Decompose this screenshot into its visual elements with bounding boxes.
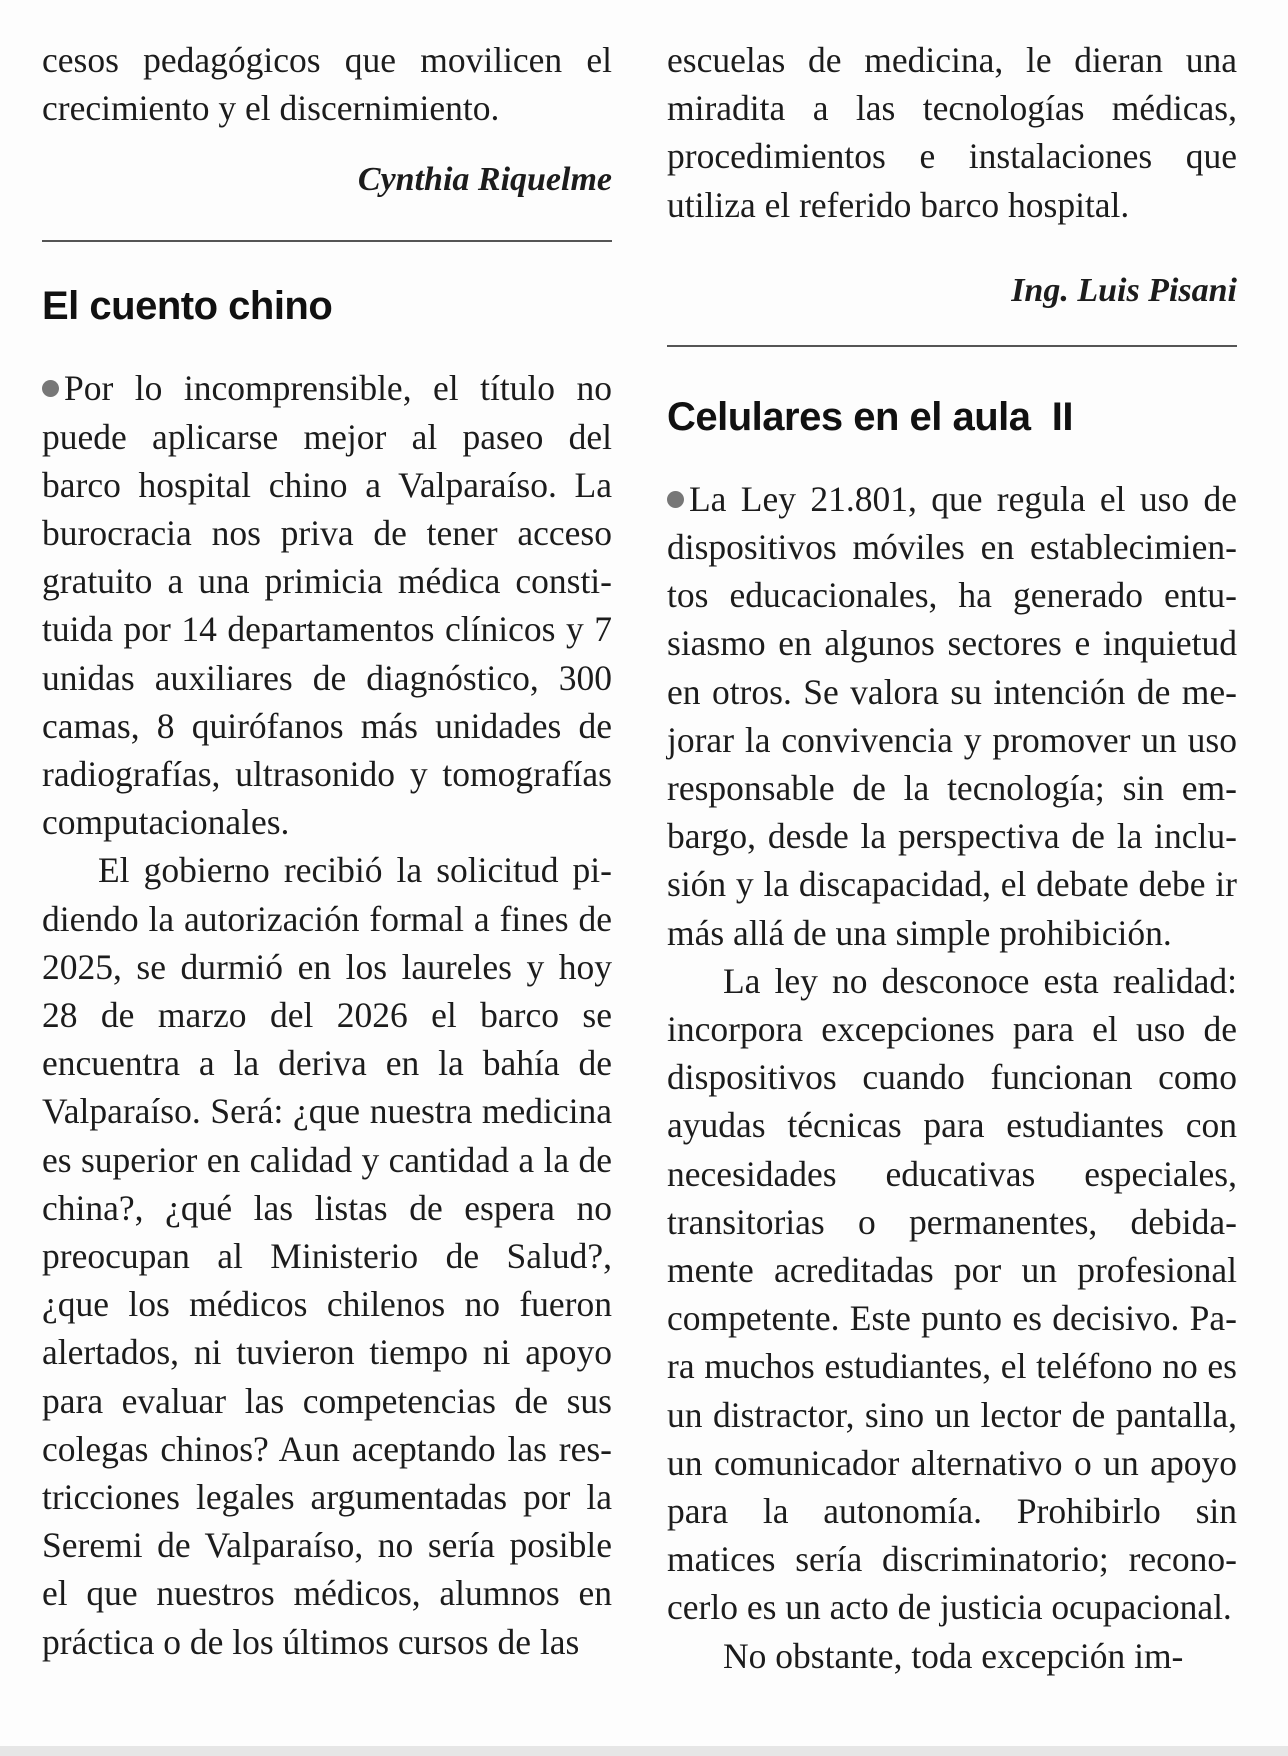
paragraph-text: La Ley 21.801, que regula el uso de dispositivos móviles en establecimientos educacionales, ha generado entusiasmo en algunos sectores e inquietud en otros. Se valora su intención de mejorar la convivencia y promover un uso responsable de la tecnología; sin embargo, desde la perspectiva de la inclusión y la discapacidad, el debate debe ir más allá de una simple prohibición. (667, 478, 1237, 953)
right-continuation-text (667, 36, 1237, 229)
article-paragraph (42, 364, 612, 846)
article-paragraph: La ley no desconoce esta realidad: incorpora excepciones para el uso de dispositivos cuando funcionan como ayudas técnicas para estudiantes con necesidades educativas especiales, transitorias o permanentes, debidamente acreditadas por un profesional competente. Este punto es decisivo. Para muchos estudiantes, el teléfono no es un distractor, sino un lector de pantalla, un comunicador alternativo o un apoyo para la autonomía. Prohibirlo sin matices sería discriminatorio; reconocerlo es un acto de justicia ocupacional. (667, 960, 1237, 1628)
article-paragraph: No obstante, toda excepción im- (723, 1635, 1184, 1676)
signature-cynthia-riquelme: Cynthia Riquelme (357, 161, 612, 199)
paragraph-text: Por lo incomprensible, el título no puede aplicarse mejor al paseo del barco hospital chino a Valparaíso. La burocracia nos priva de tener acceso gratuito a una primicia médica constituida por 14 departamentos clínicos y 7 unidas auxiliares de diagnóstico, 300 camas, 8 quirófanos más unidades de radiografías, ultrasonido y tomografías computacionales. (42, 368, 612, 843)
left-continuation-paragraph: cesos pedagógicos que movilicen el crecimiento y el discernimiento. (42, 40, 612, 129)
right-continuation-paragraph: escuelas de medicina, le dieran una miradita a las tecnologías médicas, procedimientos e instalaciones que utiliza el referido barco hospital. (667, 40, 1237, 225)
article-title-cuento-chino: El cuento chino (42, 284, 333, 329)
article-body-cuento-chino (42, 364, 612, 1665)
left-column (42, 36, 612, 1666)
article-body-celulares (667, 475, 1237, 1680)
right-column (667, 36, 1237, 1680)
bullet-dot-icon (667, 491, 684, 508)
article-paragraph: El gobierno recibió la solicitud pidiendo la autorización formal a fines de 2025, se durmió en los laureles y hoy 28 de marzo del 2026 el barco se encuentra a la deriva en la bahía de Valparaíso. Será: ¿que nuestra medicina es superior en calidad y cantidad a la de china?, ¿qué las listas de espera no preocupan al Ministerio de Salud?, ¿que los médicos chilenos no fueron alertados, ni tuvieron tiempo ni apoyo para evaluar las competencias de sus colegas chinos? Aun aceptando las restricciones legales argumentadas por la Seremi de Valparaíso, no sería posible el que nuestros médicos, alumnos en práctica o de los últimos cursos de las (42, 850, 612, 1662)
page-bottom-edge (0, 1746, 1288, 1756)
left-continuation-text (42, 36, 612, 132)
article-paragraph (667, 475, 1237, 957)
article-title-celulares-en-el-aula: Celulares en el aula II (667, 394, 1073, 439)
bullet-dot-icon (42, 380, 59, 397)
signature-luis-pisani: Ing. Luis Pisani (1011, 271, 1237, 309)
